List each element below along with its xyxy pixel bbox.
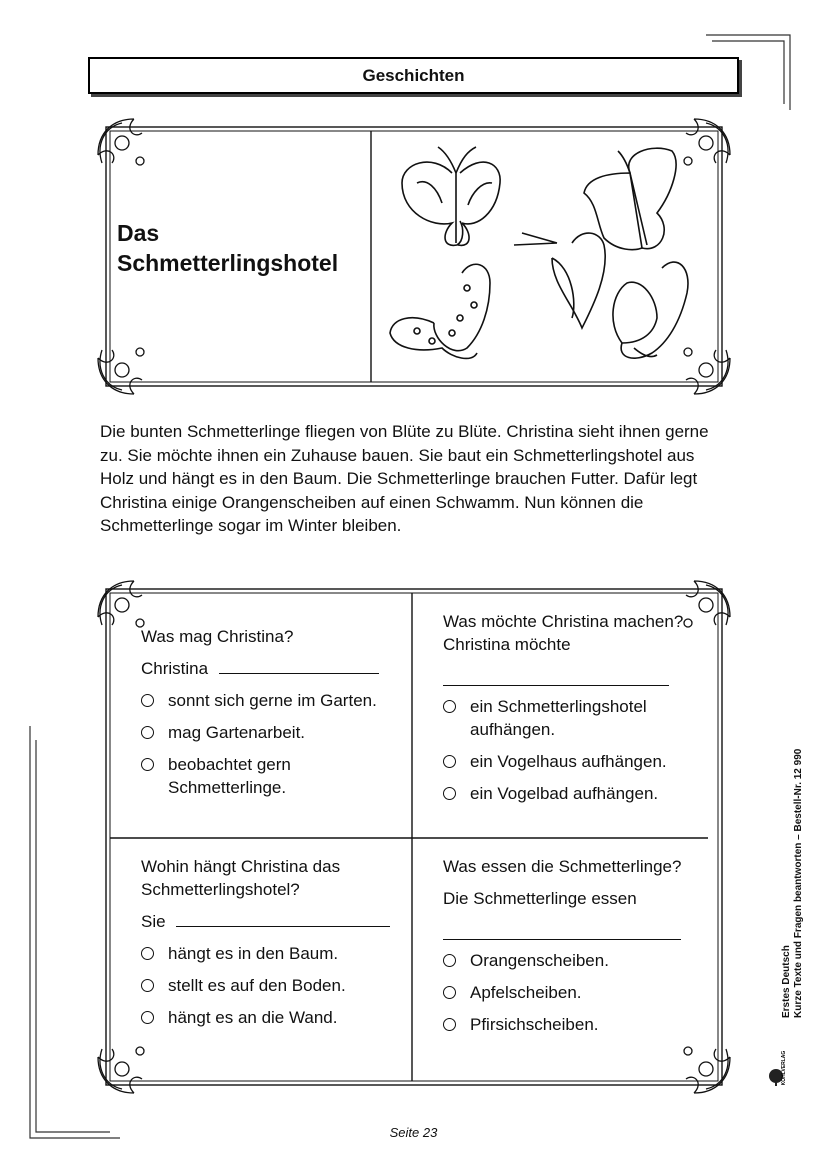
- radio-circle-icon[interactable]: [443, 700, 456, 713]
- answer-stem-text: Christina möchte: [443, 635, 571, 654]
- story-text: Die bunten Schmetterlinge fliegen von Blüte zu Blüte. Christina sieht ihnen gerne zu. Sie möchte ihnen ein Zuhause bauen. Sie baut ein Schmetterlingshotel aus Holz und hängt es in den Baum. Die Schmetterlinge brauchen Futter. Dafür legt Christina einige Orangenscheiben auf einen Schwamm. Nun können die Schmetterlinge sogar im Winter bleiben.: [100, 422, 709, 536]
- publisher-logo-icon: [765, 1050, 787, 1086]
- radio-circle-icon[interactable]: [443, 787, 456, 800]
- answer-option-label: beobachtet gern Schmetterlinge.: [168, 755, 291, 797]
- answer-option[interactable]: [141, 721, 403, 744]
- answer-option[interactable]: [443, 1013, 705, 1036]
- section-header-title: Geschichten: [362, 65, 465, 85]
- answer-stem: [141, 910, 403, 933]
- story-title: [117, 218, 367, 278]
- answer-stem-text: Die Schmetterlinge essen: [443, 889, 637, 908]
- answer-option-label: hängt es an die Wand.: [168, 1008, 338, 1027]
- question-text: Was essen die Schmetterlinge?: [443, 857, 682, 876]
- answer-blank[interactable]: [219, 657, 379, 674]
- radio-circle-icon[interactable]: [141, 726, 154, 739]
- radio-circle-icon[interactable]: [141, 758, 154, 771]
- answer-option-label: ein Vogelhaus aufhängen.: [470, 752, 667, 771]
- answer-option-label: hängt es in den Baum.: [168, 944, 339, 963]
- answer-option[interactable]: [443, 949, 705, 972]
- question-card-3: [141, 855, 403, 1029]
- question-card-4: [443, 855, 705, 1036]
- answer-option[interactable]: [443, 981, 705, 1004]
- answer-stem-text: Sie: [141, 912, 166, 931]
- answer-option-label: Pfirsichscheiben.: [470, 1015, 599, 1034]
- question-card-1: [141, 625, 403, 799]
- answer-option-label: stellt es auf den Boden.: [168, 976, 346, 995]
- question-text: Was mag Christina?: [141, 627, 294, 646]
- radio-circle-icon[interactable]: [141, 979, 154, 992]
- answer-option-label: ein Schmetterlingshotel aufhängen.: [470, 697, 647, 739]
- answer-option[interactable]: [141, 753, 403, 799]
- book-title-order-number: Kurze Texte und Fragen beantworten – Bestell-Nr. 12 990: [793, 748, 804, 1018]
- answer-option[interactable]: [141, 974, 403, 997]
- radio-circle-icon[interactable]: [141, 694, 154, 707]
- answer-stem: [141, 657, 403, 680]
- answer-stem-text: Christina: [141, 659, 209, 678]
- answer-blank[interactable]: [176, 910, 390, 927]
- answer-option[interactable]: [141, 942, 403, 965]
- answer-blank[interactable]: [443, 918, 681, 940]
- butterfly-illustrations: [372, 133, 718, 383]
- publication-info: [781, 738, 811, 1018]
- question-card-2: [443, 610, 705, 805]
- section-header: [88, 57, 739, 94]
- answer-option-label: sonnt sich gerne im Garten.: [168, 691, 377, 710]
- radio-circle-icon[interactable]: [443, 755, 456, 768]
- answer-option[interactable]: [141, 1006, 403, 1029]
- radio-circle-icon[interactable]: [141, 947, 154, 960]
- answer-option-label: Apfelscheiben.: [470, 983, 582, 1002]
- radio-circle-icon[interactable]: [443, 986, 456, 999]
- publisher-logo-text: KOHLVERLAG: [781, 1050, 787, 1086]
- answer-option[interactable]: [141, 689, 403, 712]
- answer-option-label: ein Vogelbad aufhängen.: [470, 784, 659, 803]
- page-number: Seite 23: [389, 1125, 438, 1140]
- radio-circle-icon[interactable]: [443, 954, 456, 967]
- answer-option[interactable]: [443, 750, 705, 773]
- radio-circle-icon[interactable]: [141, 1011, 154, 1024]
- question-text: Wohin hängt Christina das Schmetterlingshotel?: [141, 857, 341, 899]
- answer-option-label: Orangenscheiben.: [470, 951, 609, 970]
- radio-circle-icon[interactable]: [443, 1018, 456, 1031]
- answer-option[interactable]: [443, 782, 705, 805]
- answer-blank[interactable]: [443, 664, 669, 686]
- series-title: Erstes Deutsch: [781, 945, 792, 1018]
- answer-option[interactable]: [443, 695, 705, 741]
- question-text: Was möchte Christina machen?: [443, 612, 684, 631]
- answer-option-label: mag Gartenarbeit.: [168, 723, 306, 742]
- story-title-line2: Schmetterlingshotel: [117, 250, 339, 276]
- story-title-line1: Das: [117, 220, 160, 246]
